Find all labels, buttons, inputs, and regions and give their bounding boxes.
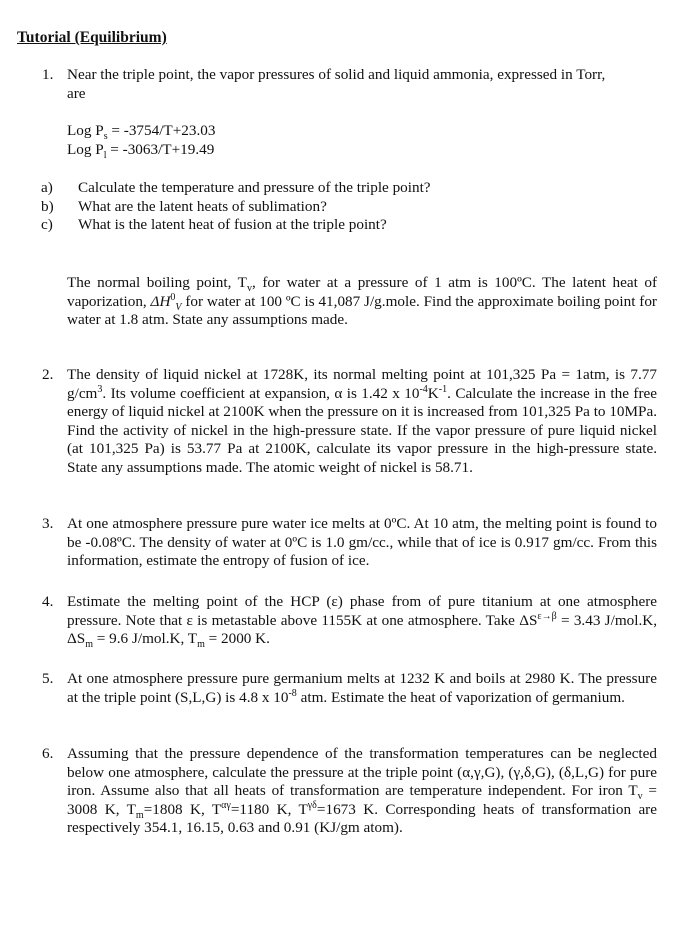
- equation-solid: Log $P_s = -3754/T+23.03$: [67, 122, 216, 143]
- question-6-text: Assuming that the pressure dependence of the transformation temperatures can be neglected below one atmosphere, calculate the pressure at the triple point (α,γ,G), (γ,δ,G), (δ,L,G) for pure iron. Assume also that all heats of transformation are temperature independent. For iron $T_v = 3008$ K, $T_m=1808$ K, $T^{\alpha\gamma}=1180$ K, $T^{\gamma\delta}=1673$ K. Corresponding heats of transformation are respectively 354.1, 16.15, 0.63 and 0.91 (KJ/gm atom).: [67, 745, 657, 837]
- question-number: 3.: [42, 515, 54, 532]
- list-item: b) What are the latent heats of sublimation?: [41, 197, 327, 215]
- question-number: 6.: [42, 745, 54, 762]
- equation-liquid: Log $P_l = -3063/T+19.49$: [67, 141, 215, 162]
- list-item: c) What is the latent heat of fusion at the triple point?: [41, 216, 387, 234]
- question-number: 1.: [42, 66, 54, 83]
- question-1-boiling-paragraph: The normal boiling point, $T_v$, for water at a pressure of 1 atm is 100ºC. The latent heat of vaporization, $\Delta H^0_V$ for water at 100 ºC is 41,087 J/g.mole. Find the approximate boiling point for water at 1.8 atm. State any assumptions made.: [67, 274, 658, 329]
- question-number: 5.: [42, 670, 54, 687]
- question-number: 4.: [42, 593, 54, 610]
- question-1-parts: [41, 179, 631, 235]
- question-4-text: Estimate the melting point of the HCP (ε) phase from of pure titanium at one atmosphere pressure. Note that ε is metastable above 1155K at one atmosphere. Take $\Delta S^{\varepsilon\to\beta} = 3.43$ J/mol.K, $\Delta S_m = 9.6$ J/mol.K, $T_m = 2000$ K.: [67, 593, 658, 651]
- question-number: 2.: [42, 366, 54, 383]
- intro-line-2: are: [67, 84, 86, 102]
- question-2-text: The density of liquid nickel at 1728K, its normal melting point at 101,325 Pa = 1atm, is 7.77 $g/cm^3$. Its volume coefficient at expansion, α is 1.42 x $10^{-4}K^{-1}$. Calculate the increase in the free energy of liquid nickel at 2100K when the pressure on it is increased from 101,325 Pa to 10MPa. Find the activity of nickel in the high-pressure state. If the vapor pressure of pure liquid nickel (at 101,325 Pa) is 53.77 Pa at 2100K, calculate its vapor pressure in the high-pressure state. State any assumptions made. The atomic weight of nickel is 58.71.: [67, 366, 657, 476]
- question-1-intro: [67, 66, 657, 103]
- question-5-text: At one atmosphere pressure pure germanium melts at 1232 K and boils at 2980 K. The pressure at the triple point (S,L,G) is 4.8 x $10^{-8}$ atm. Estimate the heat of vaporization of germanium.: [67, 670, 657, 706]
- intro-line-1: Near the triple point, the vapor pressures of solid and liquid ammonia, expressed in Torr,: [67, 66, 606, 83]
- page-title: Tutorial (Equilibrium): [17, 29, 167, 46]
- question-3-text: At one atmosphere pressure pure water ice melts at 0ºC. At 10 atm, the melting point is found to be -0.08ºC. The density of water at 0ºC is 1.0 gm/cc., while that of ice is 0.917 gm/cc. From this information, estimate the entropy of fusion of ice.: [67, 515, 657, 570]
- list-item: a) Calculate the temperature and pressure of the triple point?: [41, 179, 431, 196]
